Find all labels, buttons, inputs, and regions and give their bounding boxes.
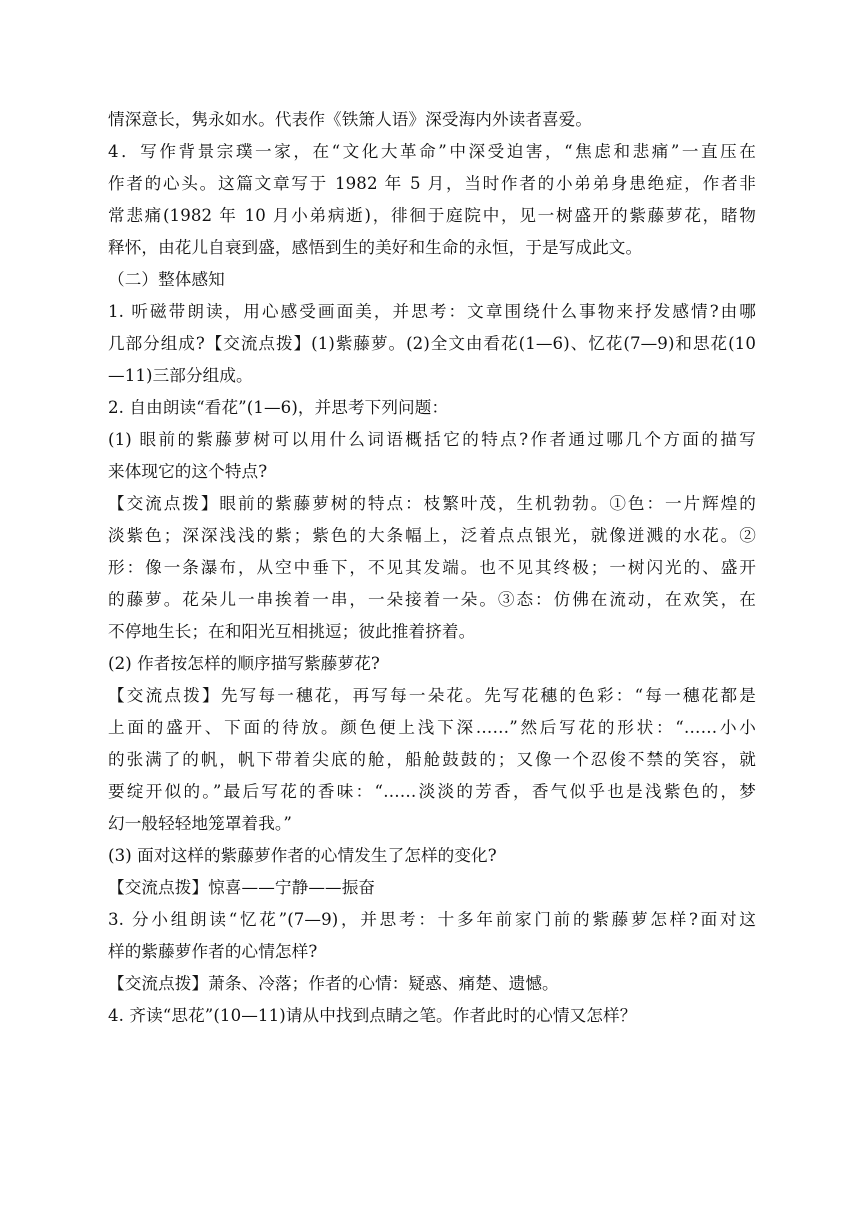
text-line: 1. 听磁带朗读，用心感受画面美，并思考：文章围绕什么事物来抒发感情?由哪 <box>108 302 756 321</box>
text-line: 常悲痛(1982 年 10 月小弟病逝)，徘徊于庭院中，见一树盛开的紫藤萝花，睹物 <box>108 206 756 225</box>
text-line: 3. 分小组朗读“忆花”(7—9)，并思考：十多年前家门前的紫藤萝怎样?面对这 <box>108 910 756 929</box>
text-line: 来体现它的这个特点? <box>108 462 268 481</box>
text-line: 【交流点拨】眼前的紫藤萝树的特点：枝繁叶茂，生机勃勃。①色：一片辉煌的 <box>108 494 756 513</box>
text-line: 【交流点拨】先写每一穗花，再写每一朵花。先写花穗的色彩：“每一穗花都是 <box>108 686 756 705</box>
text-line: 情深意长，隽永如水。代表作《铁箫人语》深受海内外读者喜爱。 <box>108 110 593 129</box>
text-line: 要绽开似的。”最后写花的香味：“……淡淡的芳香，香气似乎也是浅紫色的，梦 <box>108 782 756 801</box>
text-line: 的藤萝。花朵儿一串挨着一串，一朵接着一朵。③态：仿佛在流动，在欢笑，在 <box>108 590 756 609</box>
text-line: 的张满了的帆，帆下带着尖底的舱，船舱鼓鼓的；又像一个忍俊不禁的笑容，就 <box>108 750 756 769</box>
text-line: 释怀，由花儿自衰到盛，感悟到生的美好和生命的永恒，于是写成此文。 <box>108 238 643 257</box>
document-body <box>108 104 756 1032</box>
text-line: (1) 眼前的紫藤萝树可以用什么词语概括它的特点?作者通过哪几个方面的描写 <box>108 430 756 449</box>
text-line: 几部分组成?【交流点拨】(1)紫藤萝。(2)全文由看花(1—6)、忆花(7—9)和思花(10 <box>108 334 756 353</box>
text-line: 2. 自由朗读“看花”(1—6)，并思考下列问题： <box>108 398 449 417</box>
text-line: 幻一般轻轻地笼罩着我。” <box>108 814 292 833</box>
text-line: 上面的盛开、下面的待放。颜色便上浅下深……”然后写花的形状：“……小小 <box>108 718 756 737</box>
text-line: 样的紫藤萝作者的心情怎样? <box>108 942 318 961</box>
text-line: 不停地生长；在和阳光互相挑逗；彼此推着挤着。 <box>108 622 476 641</box>
text-line: 【交流点拨】萧条、冷落；作者的心情：疑惑、痛楚、遗憾。 <box>108 974 559 993</box>
text-line: (3) 面对这样的紫藤萝作者的心情发生了怎样的变化? <box>108 846 497 865</box>
text-line: (2) 作者按怎样的顺序描写紫藤萝花? <box>108 654 380 673</box>
text-line: 【交流点拨】惊喜——宁静——振奋 <box>108 878 376 897</box>
text-line: 4. 齐读“思花”(10—11)请从中找到点睛之笔。作者此时的心情又怎样？ <box>108 1006 637 1025</box>
text-line: 4．写作背景宗璞一家，在“文化大革命”中深受迫害，“焦虑和悲痛”一直压在 <box>108 142 756 161</box>
section-heading: （二）整体感知 <box>108 270 225 289</box>
text-line: 形：像一条瀑布，从空中垂下，不见其发端。也不见其终极；一树闪光的、盛开 <box>108 558 756 577</box>
text-line: 淡紫色；深深浅浅的紫；紫色的大条幅上，泛着点点银光，就像迸溅的水花。② <box>108 526 756 545</box>
text-line: 作者的心头。这篇文章写于 1982 年 5 月，当时作者的小弟弟身患绝症，作者非 <box>108 174 756 193</box>
text-line: —11)三部分组成。 <box>108 366 253 385</box>
